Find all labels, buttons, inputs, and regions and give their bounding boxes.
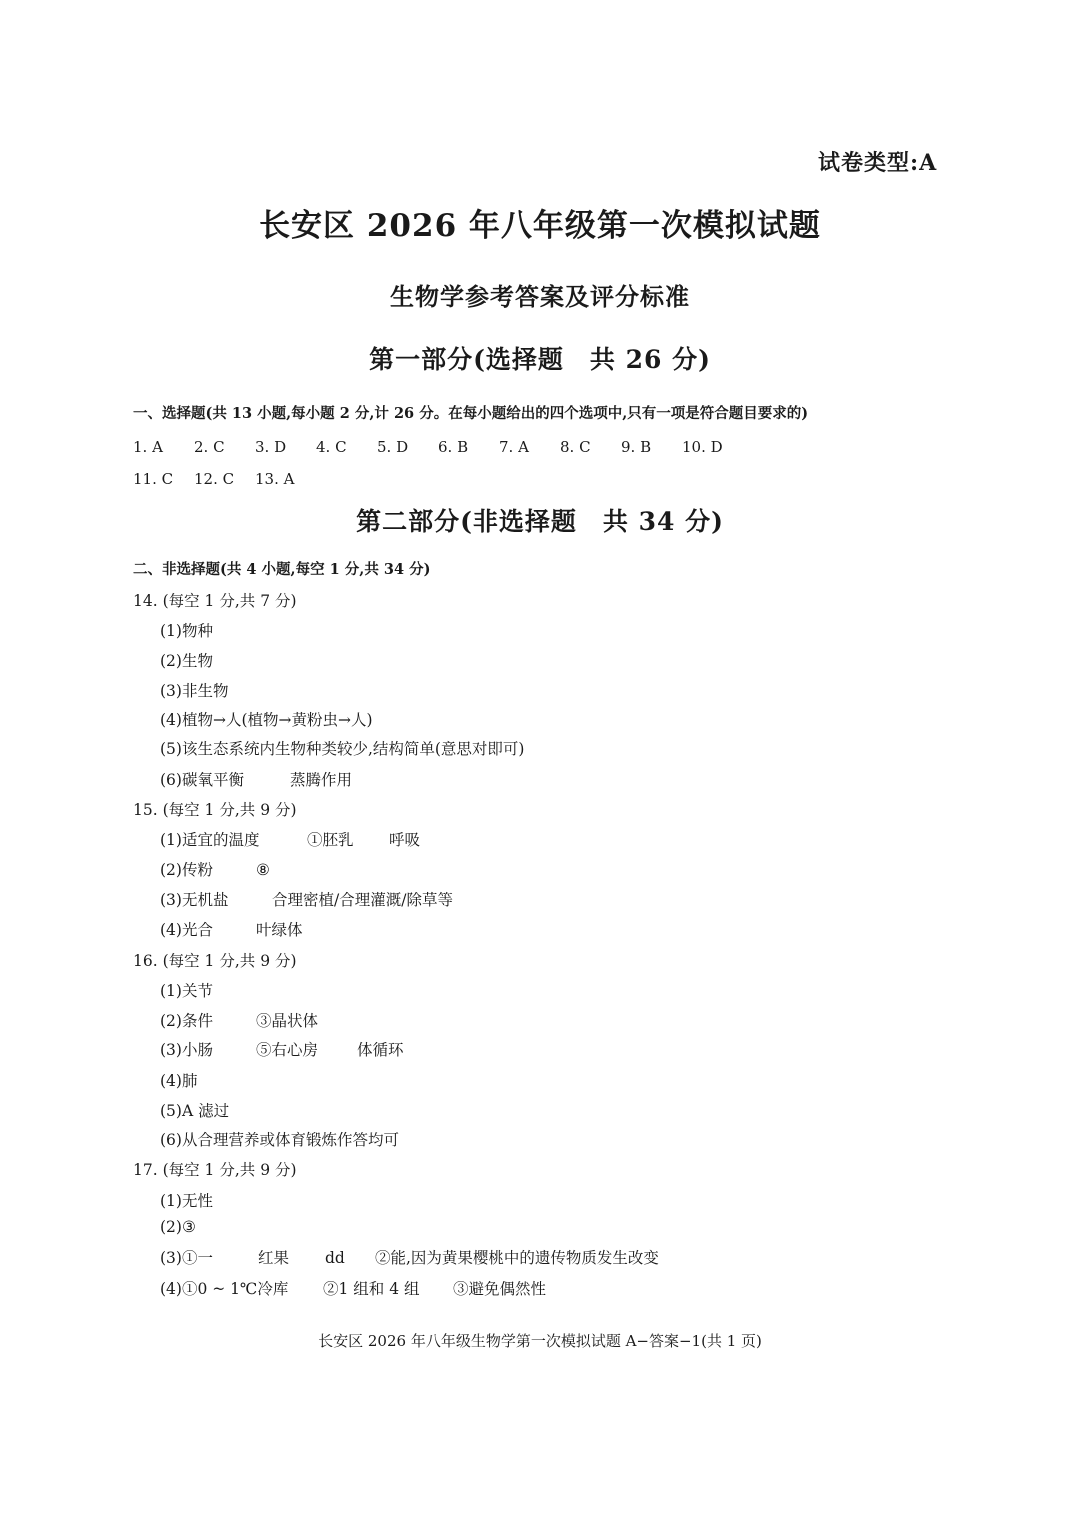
answer-line: (2)③ bbox=[160, 1218, 196, 1236]
answer-line: (3)小肠 ⑤右心房 体循环 bbox=[160, 1041, 404, 1059]
answer-line: (2)生物 bbox=[160, 652, 213, 670]
mc-answer: 4. C bbox=[316, 438, 347, 456]
part1-heading: 第一部分(选择题 共 26 分) bbox=[369, 345, 711, 374]
answer-line: (3)无机盐 合理密植/合理灌溉/除草等 bbox=[160, 891, 453, 909]
paper-type-label: 试卷类型:A bbox=[818, 150, 938, 176]
answer-line: (1)物种 bbox=[160, 622, 213, 640]
mc-answer: 9. B bbox=[621, 438, 652, 456]
answer-line: (3)非生物 bbox=[160, 682, 229, 700]
answer-line: (1)无性 bbox=[160, 1192, 213, 1210]
mc-answer: 1. A bbox=[133, 438, 163, 456]
answer-line: (1)关节 bbox=[160, 982, 213, 1000]
answer-line: (4)植物→人(植物→黄粉虫→人) bbox=[160, 711, 373, 729]
mc-answer: 11. C bbox=[133, 470, 174, 488]
question-14-header: 14. (每空 1 分,共 7 分) bbox=[133, 592, 297, 610]
answer-line: (1)适宜的温度 ①胚乳 呼吸 bbox=[160, 831, 421, 849]
part1-instruction: 一、选择题(共 13 小题,每小题 2 分,计 26 分。在每小题给出的四个选项中,只有一项是符合题目要求的) bbox=[133, 405, 809, 422]
mc-answer: 8. C bbox=[560, 438, 591, 456]
answer-line: (2)条件 ③晶状体 bbox=[160, 1012, 319, 1030]
part2-heading: 第二部分(非选择题 共 34 分) bbox=[356, 507, 724, 536]
answer-line: (5)该生态系统内生物种类较少,结构简单(意思对即可) bbox=[160, 740, 525, 758]
mc-answer: 5. D bbox=[377, 438, 409, 456]
question-17-header: 17. (每空 1 分,共 9 分) bbox=[133, 1161, 297, 1179]
answer-line: (5)A 滤过 bbox=[160, 1102, 230, 1120]
mc-answer: 3. D bbox=[255, 438, 287, 456]
part2-instruction: 二、非选择题(共 4 小题,每空 1 分,共 34 分) bbox=[133, 561, 431, 578]
answer-line: (4)肺 bbox=[160, 1072, 198, 1090]
mc-answer: 2. C bbox=[194, 438, 225, 456]
question-16-header: 16. (每空 1 分,共 9 分) bbox=[133, 952, 297, 970]
question-15-header: 15. (每空 1 分,共 9 分) bbox=[133, 801, 297, 819]
answer-line: (4)光合 叶绿体 bbox=[160, 921, 303, 939]
answer-line: (3)①一 红果 dd ②能,因为黄果樱桃中的遗传物质发生改变 bbox=[160, 1249, 659, 1267]
mc-answer: 12. C bbox=[194, 470, 235, 488]
mc-answers-row-1 bbox=[133, 438, 723, 456]
mc-answer: 7. A bbox=[499, 438, 529, 456]
mc-answer: 13. A bbox=[255, 470, 295, 488]
answer-line: (2)传粉 ⑧ bbox=[160, 861, 270, 879]
mc-answer: 6. B bbox=[438, 438, 469, 456]
answer-line: (6)碳氧平衡 蒸腾作用 bbox=[160, 771, 353, 789]
answer-line: (4)①0 ~ 1℃冷库 ②1 组和 4 组 ③避免偶然性 bbox=[160, 1280, 547, 1298]
mc-answers-row-2 bbox=[133, 470, 294, 488]
page-title: 长安区 2026 年八年级第一次模拟试题 bbox=[259, 208, 821, 244]
page-footer: 长安区 2026 年八年级生物学第一次模拟试题 A−答案−1(共 1 页) bbox=[318, 1332, 762, 1350]
mc-answer: 10. D bbox=[682, 438, 723, 456]
answer-line: (6)从合理营养或体育锻炼作答均可 bbox=[160, 1131, 399, 1149]
page-subtitle: 生物学参考答案及评分标准 bbox=[390, 282, 690, 311]
